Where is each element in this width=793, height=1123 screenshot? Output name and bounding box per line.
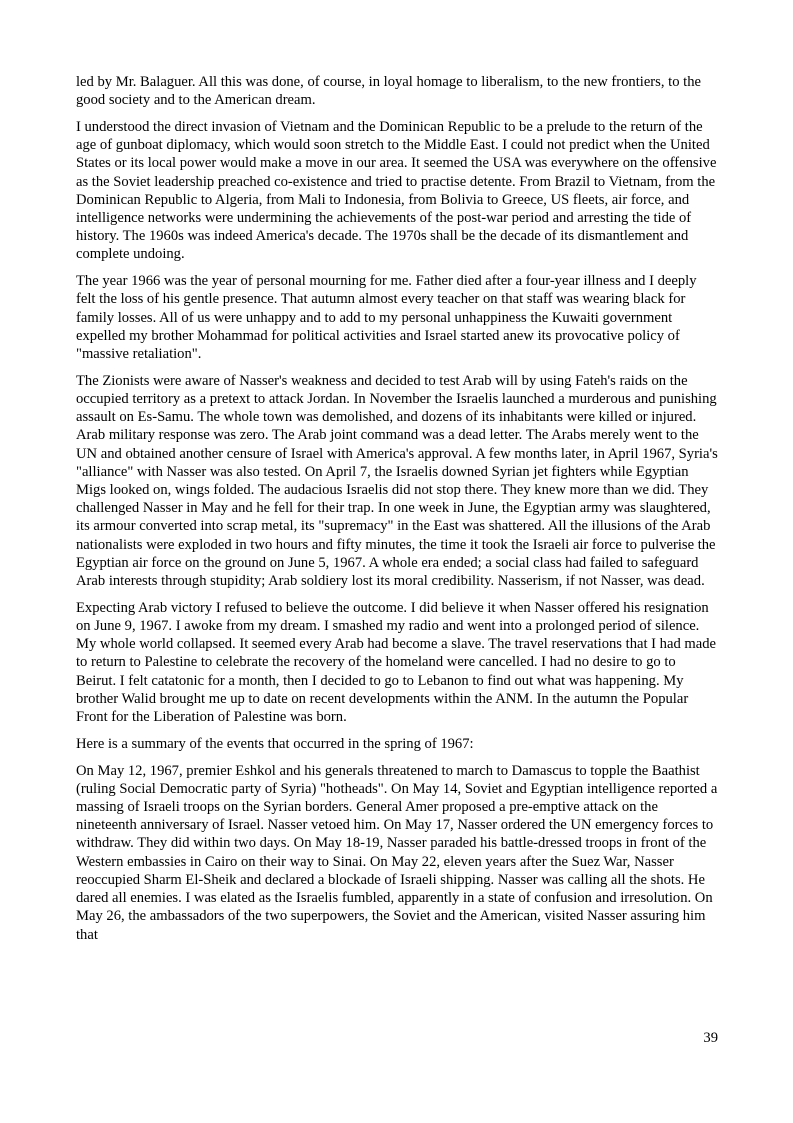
paragraph: led by Mr. Balaguer. All this was done, of course, in loyal homage to liberalism, to the new frontiers, to the good society and to the American dream. <box>76 74 701 109</box>
paragraph: The Zionists were aware of Nasser's weakness and decided to test Arab will by using Fateh's raids on the occupied territory as a pretext to attack Jordan. In November the Israelis launched a murderous and punishing assault on Es-Samu. The whole town was demolished, and dozens of its inhabitants were killed or injured. Arab military response was zero. The Arab joint command was a dead letter. The Arabs merely went to the UN and obtained another censure of Israel with America's approval. A few months later, in April 1967, Syria's "alliance" with Nasser was also tested. On April 7, the Israelis downed Syrian jet fighters while Egyptian Migs looked on, wings folded. The audacious Israelis did not stop there. They knew more than we did. They challenged Nasser in May and he fell for their trap. In one week in June, the Egyptian army was slaughtered, its armour converted into scrap metal, its "supremacy" in the East was shattered. All the illusions of the Arab nationalists were exploded in two hours and fifty minutes, the time it took the Israeli air force to pulverise the Egyptian air force on the ground on June 5, 1967. A whole era ended; a social class had failed to safeguard Arab interests through stupidity; Arab soldiery lost its moral credibility. Nasserism, if not Nasser, was dead. <box>76 372 718 590</box>
paragraph: Expecting Arab victory I refused to believe the outcome. I did believe it when Nasser offered his resignation on June 9, 1967. I awoke from my dream. I smashed my radio and went into a prolonged period of silence. My whole world collapsed. It seemed every Arab had become a slave. The travel reservations that I had made to return to Palestine to celebrate the recovery of the homeland were cancelled. I had no desire to go to Beirut. I felt catatonic for a month, then I decided to go to Lebanon to find out what was happening. My brother Walid brought me up to date on recent developments within the ANM. In the autumn the Popular Front for the Liberation of Palestine was born. <box>76 599 717 726</box>
page-body <box>76 73 718 952</box>
paragraph: Here is a summary of the events that occurred in the spring of 1967: <box>76 735 474 752</box>
paragraph: On May 12, 1967, premier Eshkol and his generals threatened to march to Damascus to topple the Baathist (ruling Social Democratic party of Syria) "hotheads". On May 14, Soviet and Egyptian intelligence reported a massing of Israeli troops on the Syrian borders. General Amer proposed a pre-emptive attack on the nineteenth anniversary of Israel. Nasser vetoed him. On May 17, Nasser ordered the UN emergency forces to withdraw. They did within two days. On May 18-19, Nasser paraded his battle-dressed troops in front of the Western embassies in Cairo on their way to Sinai. On May 22, eleven years after the Suez War, Nasser reoccupied Sharm El-Sheik and declared a blockade of Israeli shipping. Nasser was calling all the shots. He dared all enemies. I was elated as the Israelis fumbled, apparently in a state of confusion and irresolution. On May 26, the ambassadors of the two superpowers, the Soviet and the American, visited Nasser assuring him that <box>76 762 718 943</box>
page-number: 39 <box>703 1030 718 1046</box>
paragraph: The year 1966 was the year of personal mourning for me. Father died after a four-year illness and I deeply felt the loss of his gentle presence. That autumn almost every teacher on that staff was wearing black for family losses. All of us were unhappy and to add to my personal unhappiness the Kuwaiti government expelled my brother Mohammad for political activities and Israel started anew its provocative policy of "massive retaliation". <box>76 273 697 363</box>
paragraph: I understood the direct invasion of Vietnam and the Dominican Republic to be a prelude to the return of the age of gunboat diplomacy, which would soon stretch to the Middle East. I could not predict when the United States or its local power would make a move in our area. It seemed the USA was everywhere on the offensive as the Soviet leadership preached co-existence and tried to practise detente. From Brazil to Vietnam, from the Dominican Republic to Algeria, from Mali to Indonesia, from Bolivia to Greece, US fleets, air force, and intelligence networks were undermining the achievements of the post-war period and arresting the tide of history. The 1960s was indeed America's decade. The 1970s shall be the decade of its dismantlement and complete undoing. <box>76 119 717 263</box>
